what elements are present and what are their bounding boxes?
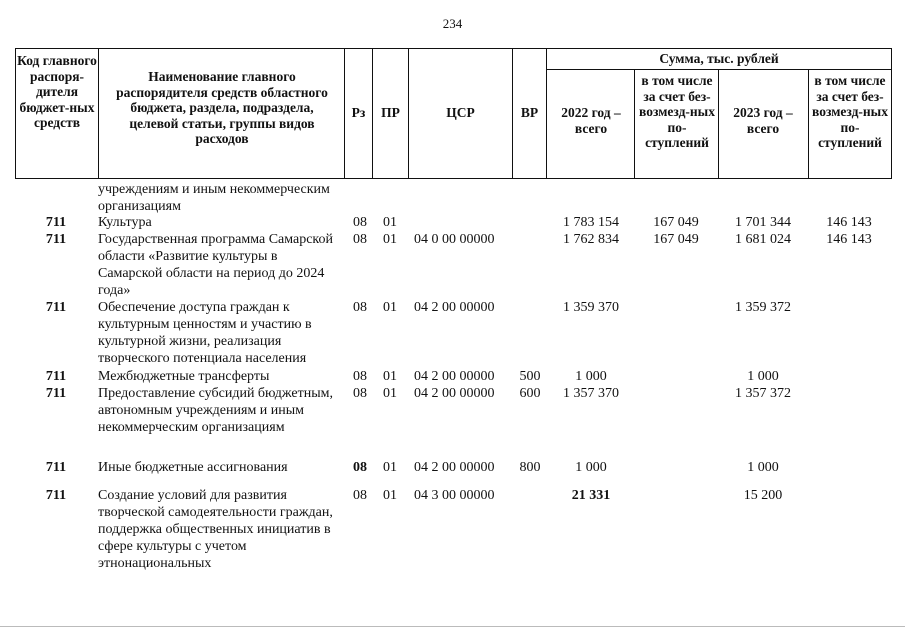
row-pr: 01 [383, 386, 397, 401]
row-sum-2022: 1 000 [575, 460, 607, 475]
row-name: Обеспечение доступа граждан к культурным ценностям и участию в культурной жизни, реализация творческого потенциала населения [98, 300, 312, 366]
header-csr: ЦСР [446, 105, 475, 120]
header-pr: ПР [381, 105, 400, 120]
page-bottom-edge [0, 626, 905, 627]
row-csr: 04 2 00 00000 [414, 386, 495, 401]
row-code: 711 [45, 369, 67, 384]
row-grants-2022: 167 049 [653, 215, 699, 230]
row-name: Культура [98, 215, 152, 230]
row-name: Межбюджетные трансферты [98, 369, 270, 384]
header-2022-grants: в том числе за счет без-возмезд-ных по-ступлений [639, 73, 715, 150]
row-csr: 04 3 00 00000 [414, 488, 495, 503]
row-pr: 01 [383, 460, 397, 475]
row-code: 711 [45, 460, 67, 475]
row-name: Создание условий для развития творческой самодеятельности граждан, поддержка общественных инициатив в сфере культуры с учетом этнонациональных [98, 488, 333, 571]
row-sum-2022: 1 000 [575, 369, 607, 384]
row-vr: 500 [519, 369, 541, 384]
row-sum-2023: 15 200 [743, 488, 783, 503]
row-code: 711 [45, 232, 67, 247]
row-rz: 08 [353, 369, 367, 384]
header-code: Код главного распоря-дителя бюджет-ных средств [17, 53, 97, 130]
row-code: 711 [45, 386, 67, 401]
header-2023-grants: в том числе за счет без-возмезд-ных по-ступлений [812, 73, 888, 150]
row-rz: 08 [353, 460, 367, 475]
row-name: учреждениям и иным некоммерческим организациям [98, 182, 330, 214]
row-sum-2022: 21 331 [571, 488, 611, 503]
row-sum-2022: 1 357 370 [563, 386, 619, 401]
row-name: Государственная программа Самарской области «Развитие культуры в Самарской области на период до 2024 года» [98, 232, 334, 298]
row-csr: 04 2 00 00000 [414, 369, 495, 384]
row-rz: 08 [353, 386, 367, 401]
row-sum-2022: 1 783 154 [563, 215, 619, 230]
page-number: 234 [442, 16, 463, 31]
row-sum-2023: 1 701 344 [735, 215, 791, 230]
row-rz: 08 [353, 300, 367, 315]
row-pr: 01 [383, 232, 397, 247]
row-name: Предоставление субсидий бюджетным, автономным учреждениям и иным некоммерческим организациям [98, 386, 334, 435]
header-2023-total: 2023 год – всего [733, 105, 793, 136]
row-sum-2022: 1 359 370 [563, 300, 619, 315]
row-rz: 08 [353, 215, 367, 230]
row-vr: 600 [519, 386, 541, 401]
row-pr: 01 [383, 215, 397, 230]
row-code: 711 [45, 488, 67, 503]
row-csr: 04 2 00 00000 [414, 300, 495, 315]
row-sum-2023: 1 000 [747, 369, 779, 384]
header-sum: Сумма, тыс. рублей [659, 51, 779, 66]
row-pr: 01 [383, 369, 397, 384]
row-grants-2022: 167 049 [653, 232, 699, 247]
header-name: Наименование главного распорядителя средств областного бюджета, раздела, подраздела, целевой статьи, группы видов расходов [116, 69, 328, 146]
row-vr: 800 [519, 460, 541, 475]
row-sum-2022: 1 762 834 [563, 232, 619, 247]
row-code: 711 [45, 215, 67, 230]
row-code: 711 [45, 300, 67, 315]
row-csr: 04 2 00 00000 [414, 460, 495, 475]
row-sum-2023: 1 359 372 [735, 300, 791, 315]
row-sum-2023: 1 000 [747, 460, 779, 475]
header-2022-total: 2022 год – всего [561, 105, 621, 136]
table-header [15, 48, 892, 179]
row-sum-2023: 1 357 372 [735, 386, 791, 401]
row-csr: 04 0 00 00000 [414, 232, 495, 247]
row-pr: 01 [383, 488, 397, 503]
header-vr: ВР [520, 105, 539, 120]
row-name: Иные бюджетные ассигнования [98, 460, 288, 475]
row-grants-2023: 146 143 [826, 232, 872, 247]
row-rz: 08 [353, 488, 367, 503]
row-pr: 01 [383, 300, 397, 315]
row-grants-2023: 146 143 [826, 215, 872, 230]
row-rz: 08 [353, 232, 367, 247]
row-sum-2023: 1 681 024 [735, 232, 791, 247]
header-rz: Рз [351, 105, 366, 120]
